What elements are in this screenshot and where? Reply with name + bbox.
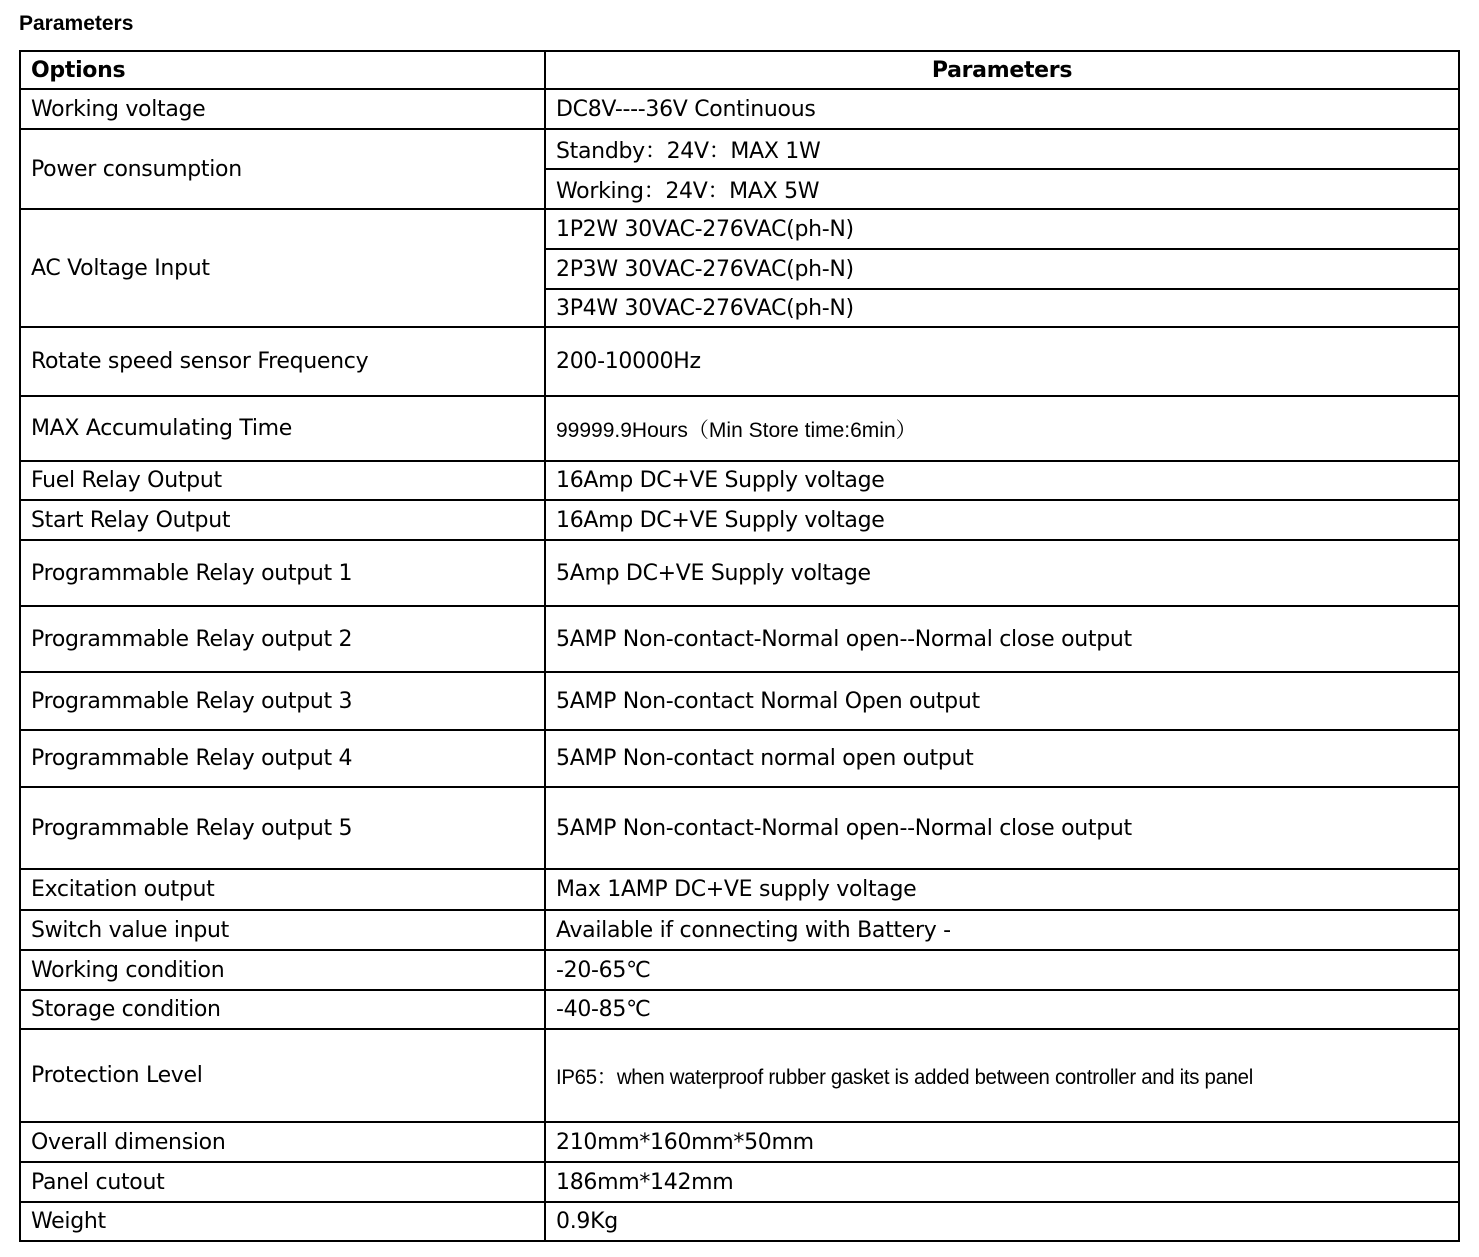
option-cell: Excitation output [20, 869, 545, 910]
option-cell: MAX Accumulating Time [20, 396, 545, 461]
value-cell: 0.9Kg [545, 1202, 1459, 1241]
value-text: IP65：when waterproof rubber gasket is added between controller and its panel [556, 1065, 1253, 1089]
option-cell: Protection Level [20, 1029, 545, 1122]
header-options: Options [20, 51, 545, 89]
option-cell: Power consumption [20, 129, 545, 209]
table-row [20, 1162, 1459, 1202]
table-row [20, 730, 1459, 787]
option-cell: Programmable Relay output 2 [20, 606, 545, 672]
header-parameters: Parameters [545, 51, 1459, 89]
value-cell: 16Amp DC+VE Supply voltage [545, 461, 1459, 500]
value-cell: -40-85℃ [545, 990, 1459, 1029]
value-cell [545, 1029, 1459, 1122]
parameters-table [19, 50, 1460, 1242]
value-cell: Working：24V：MAX 5W [545, 169, 1459, 209]
table-row [20, 461, 1459, 500]
option-cell: AC Voltage Input [20, 209, 545, 327]
option-cell: Programmable Relay output 3 [20, 672, 545, 730]
value-cell: 2P3W 30VAC-276VAC(ph-N) [545, 249, 1459, 289]
table-row [20, 327, 1459, 396]
option-cell: Panel cutout [20, 1162, 545, 1202]
value-cell: Max 1AMP DC+VE supply voltage [545, 869, 1459, 910]
table-row [20, 606, 1459, 672]
value-cell: 200-10000Hz [545, 327, 1459, 396]
table-row [20, 869, 1459, 910]
option-cell: Weight [20, 1202, 545, 1241]
value-cell: 3P4W 30VAC-276VAC(ph-N) [545, 289, 1459, 327]
option-cell: Start Relay Output [20, 500, 545, 540]
option-cell: Rotate speed sensor Frequency [20, 327, 545, 396]
option-cell: Storage condition [20, 990, 545, 1029]
value-cell: DC8V----36V Continuous [545, 89, 1459, 129]
table-row [20, 396, 1459, 461]
value-cell: 5Amp DC+VE Supply voltage [545, 540, 1459, 606]
option-cell: Programmable Relay output 4 [20, 730, 545, 787]
table-row [20, 89, 1459, 129]
table-header-row [20, 51, 1459, 89]
value-cell: 5AMP Non-contact-Normal open--Normal close output [545, 787, 1459, 869]
table-row [20, 1122, 1459, 1162]
value-cell: 5AMP Non-contact Normal Open output [545, 672, 1459, 730]
option-cell: Switch value input [20, 910, 545, 950]
value-cell: Standby：24V：MAX 1W [545, 129, 1459, 169]
value-cell [545, 396, 1459, 461]
table-row [20, 672, 1459, 730]
value-cell: Available if connecting with Battery - [545, 910, 1459, 950]
value-cell: 5AMP Non-contact normal open output [545, 730, 1459, 787]
option-cell: Working condition [20, 950, 545, 990]
table-row [20, 990, 1459, 1029]
value-cell: 5AMP Non-contact-Normal open--Normal close output [545, 606, 1459, 672]
value-cell: 186mm*142mm [545, 1162, 1459, 1202]
table-row [20, 787, 1459, 869]
value-cell: 1P2W 30VAC-276VAC(ph-N) [545, 209, 1459, 249]
table-row [20, 1202, 1459, 1241]
option-cell: Overall dimension [20, 1122, 545, 1162]
value-text: 99999.9Hours（Min Store time:6min） [556, 418, 917, 442]
table-row [20, 129, 1459, 169]
value-cell: 16Amp DC+VE Supply voltage [545, 500, 1459, 540]
table-row [20, 1029, 1459, 1122]
option-cell: Programmable Relay output 1 [20, 540, 545, 606]
table-row [20, 209, 1459, 249]
table-row [20, 540, 1459, 606]
option-cell: Fuel Relay Output [20, 461, 545, 500]
option-cell: Working voltage [20, 89, 545, 129]
section-title: Parameters [19, 12, 134, 35]
table-row [20, 950, 1459, 990]
value-cell: -20-65℃ [545, 950, 1459, 990]
option-cell: Programmable Relay output 5 [20, 787, 545, 869]
table-row [20, 910, 1459, 950]
value-cell: 210mm*160mm*50mm [545, 1122, 1459, 1162]
table-row [20, 500, 1459, 540]
